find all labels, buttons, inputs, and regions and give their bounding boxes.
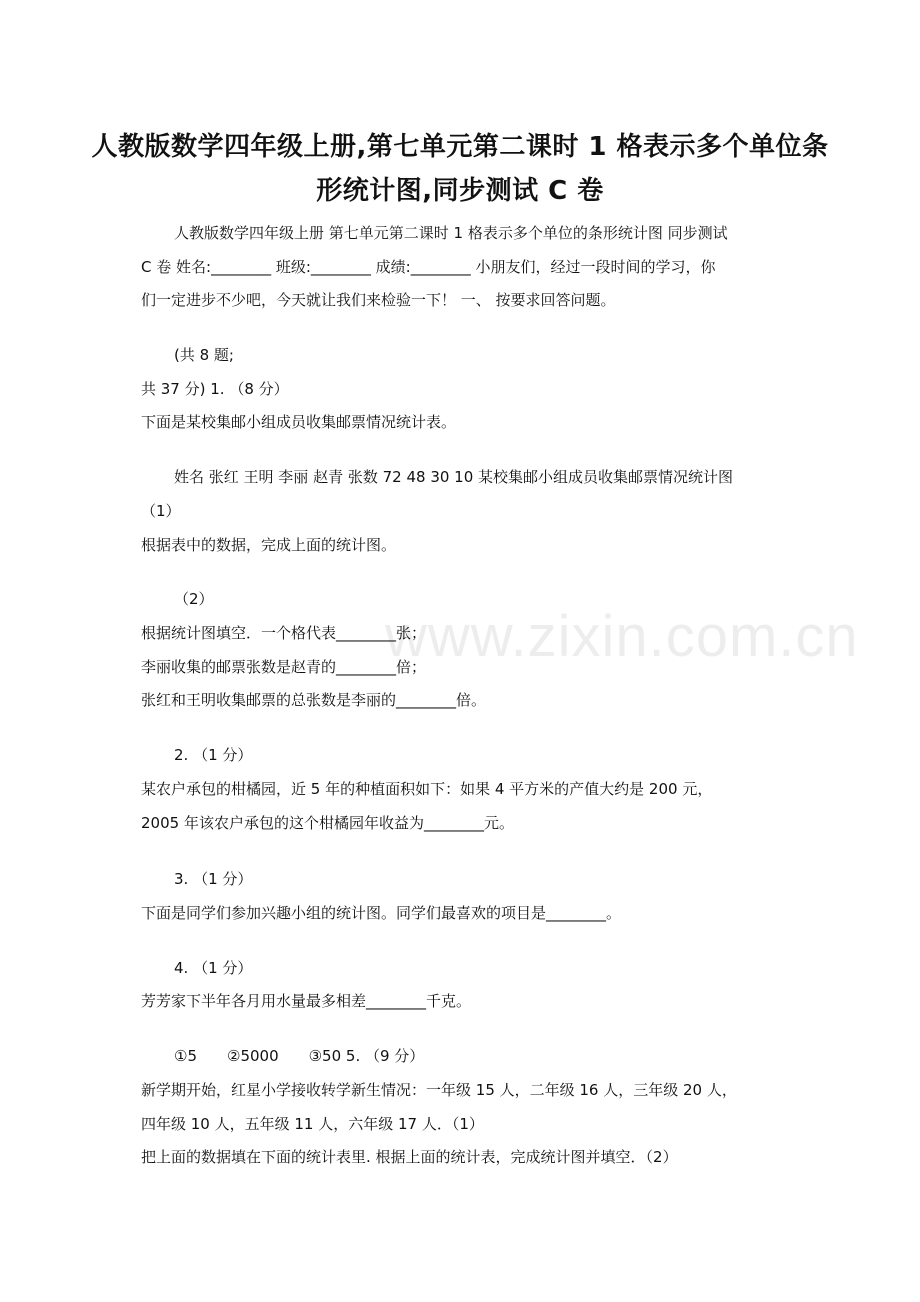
q5-line-3: 把上面的数据填在下面的统计表里. 根据上面的统计表，完成统计图并填空．（2） xyxy=(141,1148,678,1166)
intro-line-3: 们一定进步不少吧，今天就让我们来检验一下！ 一、 按要求回答问题。 xyxy=(141,291,616,309)
q1-part1-label: （1） xyxy=(141,502,181,520)
watermark: www.zixin.com.cn xyxy=(385,604,859,669)
intro-line-2: C 卷 姓名:________ 班级:________ 成绩:________ 小朋友们，经过一段时间的学习，你 xyxy=(141,258,716,276)
q1-part2-line-3: 张红和王明收集邮票的总张数是李丽的________倍。 xyxy=(141,691,487,709)
document-title-line-2: 形统计图,同步测试 C 卷 xyxy=(316,176,604,206)
q4-header: 4. （1 分） xyxy=(174,959,253,977)
q1-part1-text: 根据表中的数据，完成上面的统计图。 xyxy=(141,536,397,554)
q2-line-1: 某农户承包的柑橘园，近 5 年的种植面积如下：如果 4 平方米的产值大约是 200 元， xyxy=(141,780,713,798)
q5-header: ①5 ②5000 ③50 5. （9 分） xyxy=(174,1047,425,1065)
q1-part2-line-1: 根据统计图填空．一个格代表________张； xyxy=(141,624,427,642)
q1-stem: 下面是某校集邮小组成员收集邮票情况统计表。 xyxy=(141,413,457,431)
q3-header: 3. （1 分） xyxy=(174,870,253,888)
q5-line-1: 新学期开始，红星小学接收转学新生情况：一年级 15 人，二年级 16 人，三年级 20 人， xyxy=(141,1081,737,1099)
q2-header: 2. （1 分） xyxy=(174,746,253,764)
q5-line-2: 四年级 10 人，五年级 11 人，六年级 17 人．（1） xyxy=(141,1115,484,1133)
q3-line: 下面是同学们参加兴趣小组的统计图。同学们最喜欢的项目是________。 xyxy=(141,904,622,922)
document-title-line-1: 人教版数学四年级上册,第七单元第二课时 1 格表示多个单位条 xyxy=(91,132,829,162)
intro-line-1: 人教版数学四年级上册 第七单元第二课时 1 格表示多个单位的条形统计图 同步测试 xyxy=(174,224,728,242)
q2-line-2: 2005 年该农户承包的这个柑橘园年收益为________元。 xyxy=(141,814,514,832)
section-count: (共 8 题; xyxy=(174,346,234,364)
q1-part2-line-2: 李丽收集的邮票张数是赵青的________倍； xyxy=(141,658,427,676)
q4-line: 芳芳家下半年各月用水量最多相差________千克。 xyxy=(141,992,472,1010)
q1-table-text: 姓名 张红 王明 李丽 赵青 张数 72 48 30 10 某校集邮小组成员收集邮票情况统计图 xyxy=(174,468,734,486)
q1-part2-label: （2） xyxy=(174,590,214,608)
section-points-q1-header: 共 37 分) 1. （8 分） xyxy=(141,380,289,398)
